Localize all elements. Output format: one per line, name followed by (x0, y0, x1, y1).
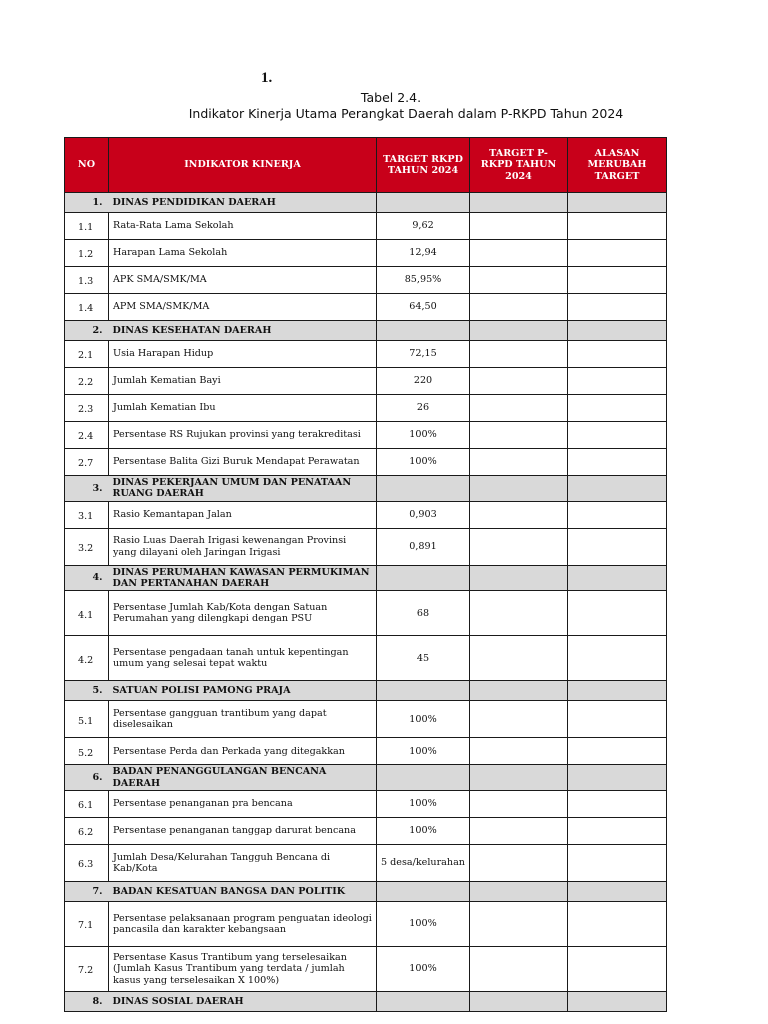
section-number: 1. (65, 193, 109, 213)
row-alasan (568, 738, 667, 765)
table-row (65, 395, 667, 422)
section-row (65, 991, 667, 1011)
row-target-rkpd: 85,95% (377, 267, 470, 294)
section-empty-cell (470, 476, 568, 502)
table-row (65, 591, 667, 636)
row-target-prkpd (470, 422, 568, 449)
row-number: 6.1 (65, 790, 109, 817)
row-number: 6.2 (65, 817, 109, 844)
section-empty-cell (568, 765, 667, 791)
row-indikator: Jumlah Kematian Bayi (109, 368, 377, 395)
section-empty-cell (568, 565, 667, 591)
table-row (65, 240, 667, 267)
row-alasan (568, 844, 667, 881)
row-target-rkpd: 100% (377, 449, 470, 476)
row-indikator: Persentase Kasus Trantibum yang terselesaikan (Jumlah Kasus Trantibum yang terdata / jumlah kasus yang terselesaikan X 100%) (109, 946, 377, 991)
table-header (65, 138, 667, 193)
header-alasan: ALASAN MERUBAH TARGET (568, 138, 667, 193)
section-number: 7. (65, 881, 109, 901)
section-title: BADAN KESATUAN BANGSA DAN POLITIK (109, 881, 377, 901)
row-number: 3.1 (65, 501, 109, 528)
row-target-rkpd: 0,891 (377, 528, 470, 565)
section-empty-cell (470, 881, 568, 901)
section-number: 3. (65, 476, 109, 502)
row-target-rkpd: 9,62 (377, 213, 470, 240)
section-title: SATUAN POLISI PAMONG PRAJA (109, 681, 377, 701)
section-row (65, 765, 667, 791)
header-no: NO (65, 138, 109, 193)
section-number: 5. (65, 681, 109, 701)
row-indikator: Persentase Perda dan Perkada yang ditegakkan (109, 738, 377, 765)
row-indikator: Jumlah Kematian Ibu (109, 395, 377, 422)
row-indikator: APM SMA/SMK/MA (109, 294, 377, 321)
row-target-prkpd (470, 240, 568, 267)
row-target-rkpd: 26 (377, 395, 470, 422)
table-row (65, 368, 667, 395)
section-title: DINAS PERUMAHAN KAWASAN PERMUKIMAN DAN PERTANAHAN DAERAH (109, 565, 377, 591)
row-target-prkpd (470, 790, 568, 817)
row-target-rkpd: 100% (377, 790, 470, 817)
row-number: 7.2 (65, 946, 109, 991)
section-empty-cell (568, 321, 667, 341)
section-row (65, 881, 667, 901)
row-alasan (568, 946, 667, 991)
row-target-prkpd (470, 817, 568, 844)
row-alasan (568, 240, 667, 267)
row-target-prkpd (470, 901, 568, 946)
table-row (65, 449, 667, 476)
row-number: 5.1 (65, 701, 109, 738)
section-title: DINAS PEKERJAAN UMUM DAN PENATAAN RUANG DAERAH (109, 476, 377, 502)
row-indikator: Persentase Jumlah Kab/Kota dengan Satuan Perumahan yang dilengkapi dengan PSU (109, 591, 377, 636)
section-row (65, 681, 667, 701)
row-indikator: Persentase penanganan tanggap darurat bencana (109, 817, 377, 844)
row-alasan (568, 636, 667, 681)
row-indikator: Jumlah Desa/Kelurahan Tangguh Bencana di Kab/Kota (109, 844, 377, 881)
row-alasan (568, 267, 667, 294)
row-indikator: APK SMA/SMK/MA (109, 267, 377, 294)
row-target-rkpd: 100% (377, 901, 470, 946)
section-empty-cell (470, 565, 568, 591)
row-target-rkpd: 220 (377, 368, 470, 395)
section-empty-cell (470, 765, 568, 791)
table-body (65, 193, 667, 1012)
row-number: 5.2 (65, 738, 109, 765)
section-empty-cell (377, 193, 470, 213)
list-number: 1. (261, 70, 273, 86)
row-alasan (568, 817, 667, 844)
row-alasan (568, 701, 667, 738)
row-indikator: Rata-Rata Lama Sekolah (109, 213, 377, 240)
row-indikator: Rasio Kemantapan Jalan (109, 501, 377, 528)
row-target-prkpd (470, 701, 568, 738)
row-indikator: Harapan Lama Sekolah (109, 240, 377, 267)
row-indikator: Persentase gangguan trantibum yang dapat diselesaikan (109, 701, 377, 738)
section-number: 2. (65, 321, 109, 341)
row-alasan (568, 901, 667, 946)
table-title: Indikator Kinerja Utama Perangkat Daerah dalam P-RKPD Tahun 2024 (188, 106, 624, 121)
section-empty-cell (377, 321, 470, 341)
row-number: 6.3 (65, 844, 109, 881)
row-alasan (568, 501, 667, 528)
row-target-prkpd (470, 738, 568, 765)
section-empty-cell (568, 193, 667, 213)
row-number: 2.7 (65, 449, 109, 476)
row-target-prkpd (470, 946, 568, 991)
section-empty-cell (470, 193, 568, 213)
row-alasan (568, 591, 667, 636)
row-target-rkpd: 100% (377, 817, 470, 844)
row-target-rkpd: 100% (377, 946, 470, 991)
row-target-rkpd: 100% (377, 701, 470, 738)
section-title: DINAS PENDIDIKAN DAERAH (109, 193, 377, 213)
row-alasan (568, 422, 667, 449)
table-row (65, 501, 667, 528)
row-target-prkpd (470, 528, 568, 565)
table-row (65, 946, 667, 991)
row-target-rkpd: 100% (377, 422, 470, 449)
table-row (65, 901, 667, 946)
row-indikator: Persentase RS Rujukan provinsi yang terakreditasi (109, 422, 377, 449)
section-number: 4. (65, 565, 109, 591)
row-target-prkpd (470, 294, 568, 321)
section-title: DINAS KESEHATAN DAERAH (109, 321, 377, 341)
row-alasan (568, 790, 667, 817)
row-target-prkpd (470, 341, 568, 368)
row-number: 3.2 (65, 528, 109, 565)
section-empty-cell (470, 681, 568, 701)
row-indikator: Persentase pengadaan tanah untuk kepentingan umum yang selesai tepat waktu (109, 636, 377, 681)
row-target-rkpd: 100% (377, 738, 470, 765)
row-indikator: Persentase pelaksanaan program penguatan ideologi pancasila dan karakter kebangsaan (109, 901, 377, 946)
row-number: 1.1 (65, 213, 109, 240)
section-empty-cell (377, 765, 470, 791)
row-target-rkpd: 5 desa/kelurahan (377, 844, 470, 881)
table-row (65, 738, 667, 765)
row-indikator: Persentase penanganan pra bencana (109, 790, 377, 817)
section-empty-cell (568, 476, 667, 502)
row-indikator: Rasio Luas Daerah Irigasi kewenangan Provinsi yang dilayani oleh Jaringan Irigasi (109, 528, 377, 565)
row-number: 1.4 (65, 294, 109, 321)
row-target-rkpd: 64,50 (377, 294, 470, 321)
table-row (65, 294, 667, 321)
section-number: 6. (65, 765, 109, 791)
row-target-rkpd: 45 (377, 636, 470, 681)
kpi-table (64, 137, 667, 1012)
table-row (65, 422, 667, 449)
section-empty-cell (377, 565, 470, 591)
table-row (65, 528, 667, 565)
section-empty-cell (568, 881, 667, 901)
section-row (65, 476, 667, 502)
row-indikator: Persentase Balita Gizi Buruk Mendapat Perawatan (109, 449, 377, 476)
header-target-rkpd: TARGET RKPD TAHUN 2024 (377, 138, 470, 193)
row-target-prkpd (470, 636, 568, 681)
row-alasan (568, 395, 667, 422)
header-target-prkpd: TARGET P-RKPD TAHUN 2024 (470, 138, 568, 193)
row-target-prkpd (470, 213, 568, 240)
row-number: 2.1 (65, 341, 109, 368)
row-target-rkpd: 72,15 (377, 341, 470, 368)
section-empty-cell (470, 321, 568, 341)
row-number: 7.1 (65, 901, 109, 946)
section-empty-cell (377, 476, 470, 502)
section-empty-cell (377, 991, 470, 1011)
section-title: DINAS SOSIAL DAERAH (109, 991, 377, 1011)
row-number: 4.1 (65, 591, 109, 636)
table-row (65, 636, 667, 681)
section-empty-cell (568, 991, 667, 1011)
row-alasan (568, 368, 667, 395)
row-alasan (568, 449, 667, 476)
row-target-prkpd (470, 591, 568, 636)
section-row (65, 565, 667, 591)
row-number: 2.2 (65, 368, 109, 395)
row-number: 4.2 (65, 636, 109, 681)
row-alasan (568, 213, 667, 240)
row-target-prkpd (470, 449, 568, 476)
row-number: 2.3 (65, 395, 109, 422)
section-number: 8. (65, 991, 109, 1011)
section-row (65, 193, 667, 213)
row-alasan (568, 528, 667, 565)
row-number: 2.4 (65, 422, 109, 449)
row-target-prkpd (470, 844, 568, 881)
row-target-prkpd (470, 501, 568, 528)
row-target-rkpd: 68 (377, 591, 470, 636)
header-indikator: INDIKATOR KINERJA (109, 138, 377, 193)
table-row (65, 701, 667, 738)
section-title: BADAN PENANGGULANGAN BENCANA DAERAH (109, 765, 377, 791)
section-row (65, 321, 667, 341)
row-alasan (568, 341, 667, 368)
row-indikator: Usia Harapan Hidup (109, 341, 377, 368)
section-empty-cell (470, 991, 568, 1011)
row-alasan (568, 294, 667, 321)
row-target-prkpd (470, 368, 568, 395)
table-row (65, 817, 667, 844)
table-row (65, 790, 667, 817)
row-target-rkpd: 0,903 (377, 501, 470, 528)
table-row (65, 267, 667, 294)
section-empty-cell (377, 881, 470, 901)
row-target-rkpd: 12,94 (377, 240, 470, 267)
row-target-prkpd (470, 267, 568, 294)
section-empty-cell (377, 681, 470, 701)
table-number: Tabel 2.4. (360, 90, 422, 105)
row-number: 1.3 (65, 267, 109, 294)
table-row (65, 213, 667, 240)
row-number: 1.2 (65, 240, 109, 267)
section-empty-cell (568, 681, 667, 701)
table-row (65, 844, 667, 881)
row-target-prkpd (470, 395, 568, 422)
table-row (65, 341, 667, 368)
